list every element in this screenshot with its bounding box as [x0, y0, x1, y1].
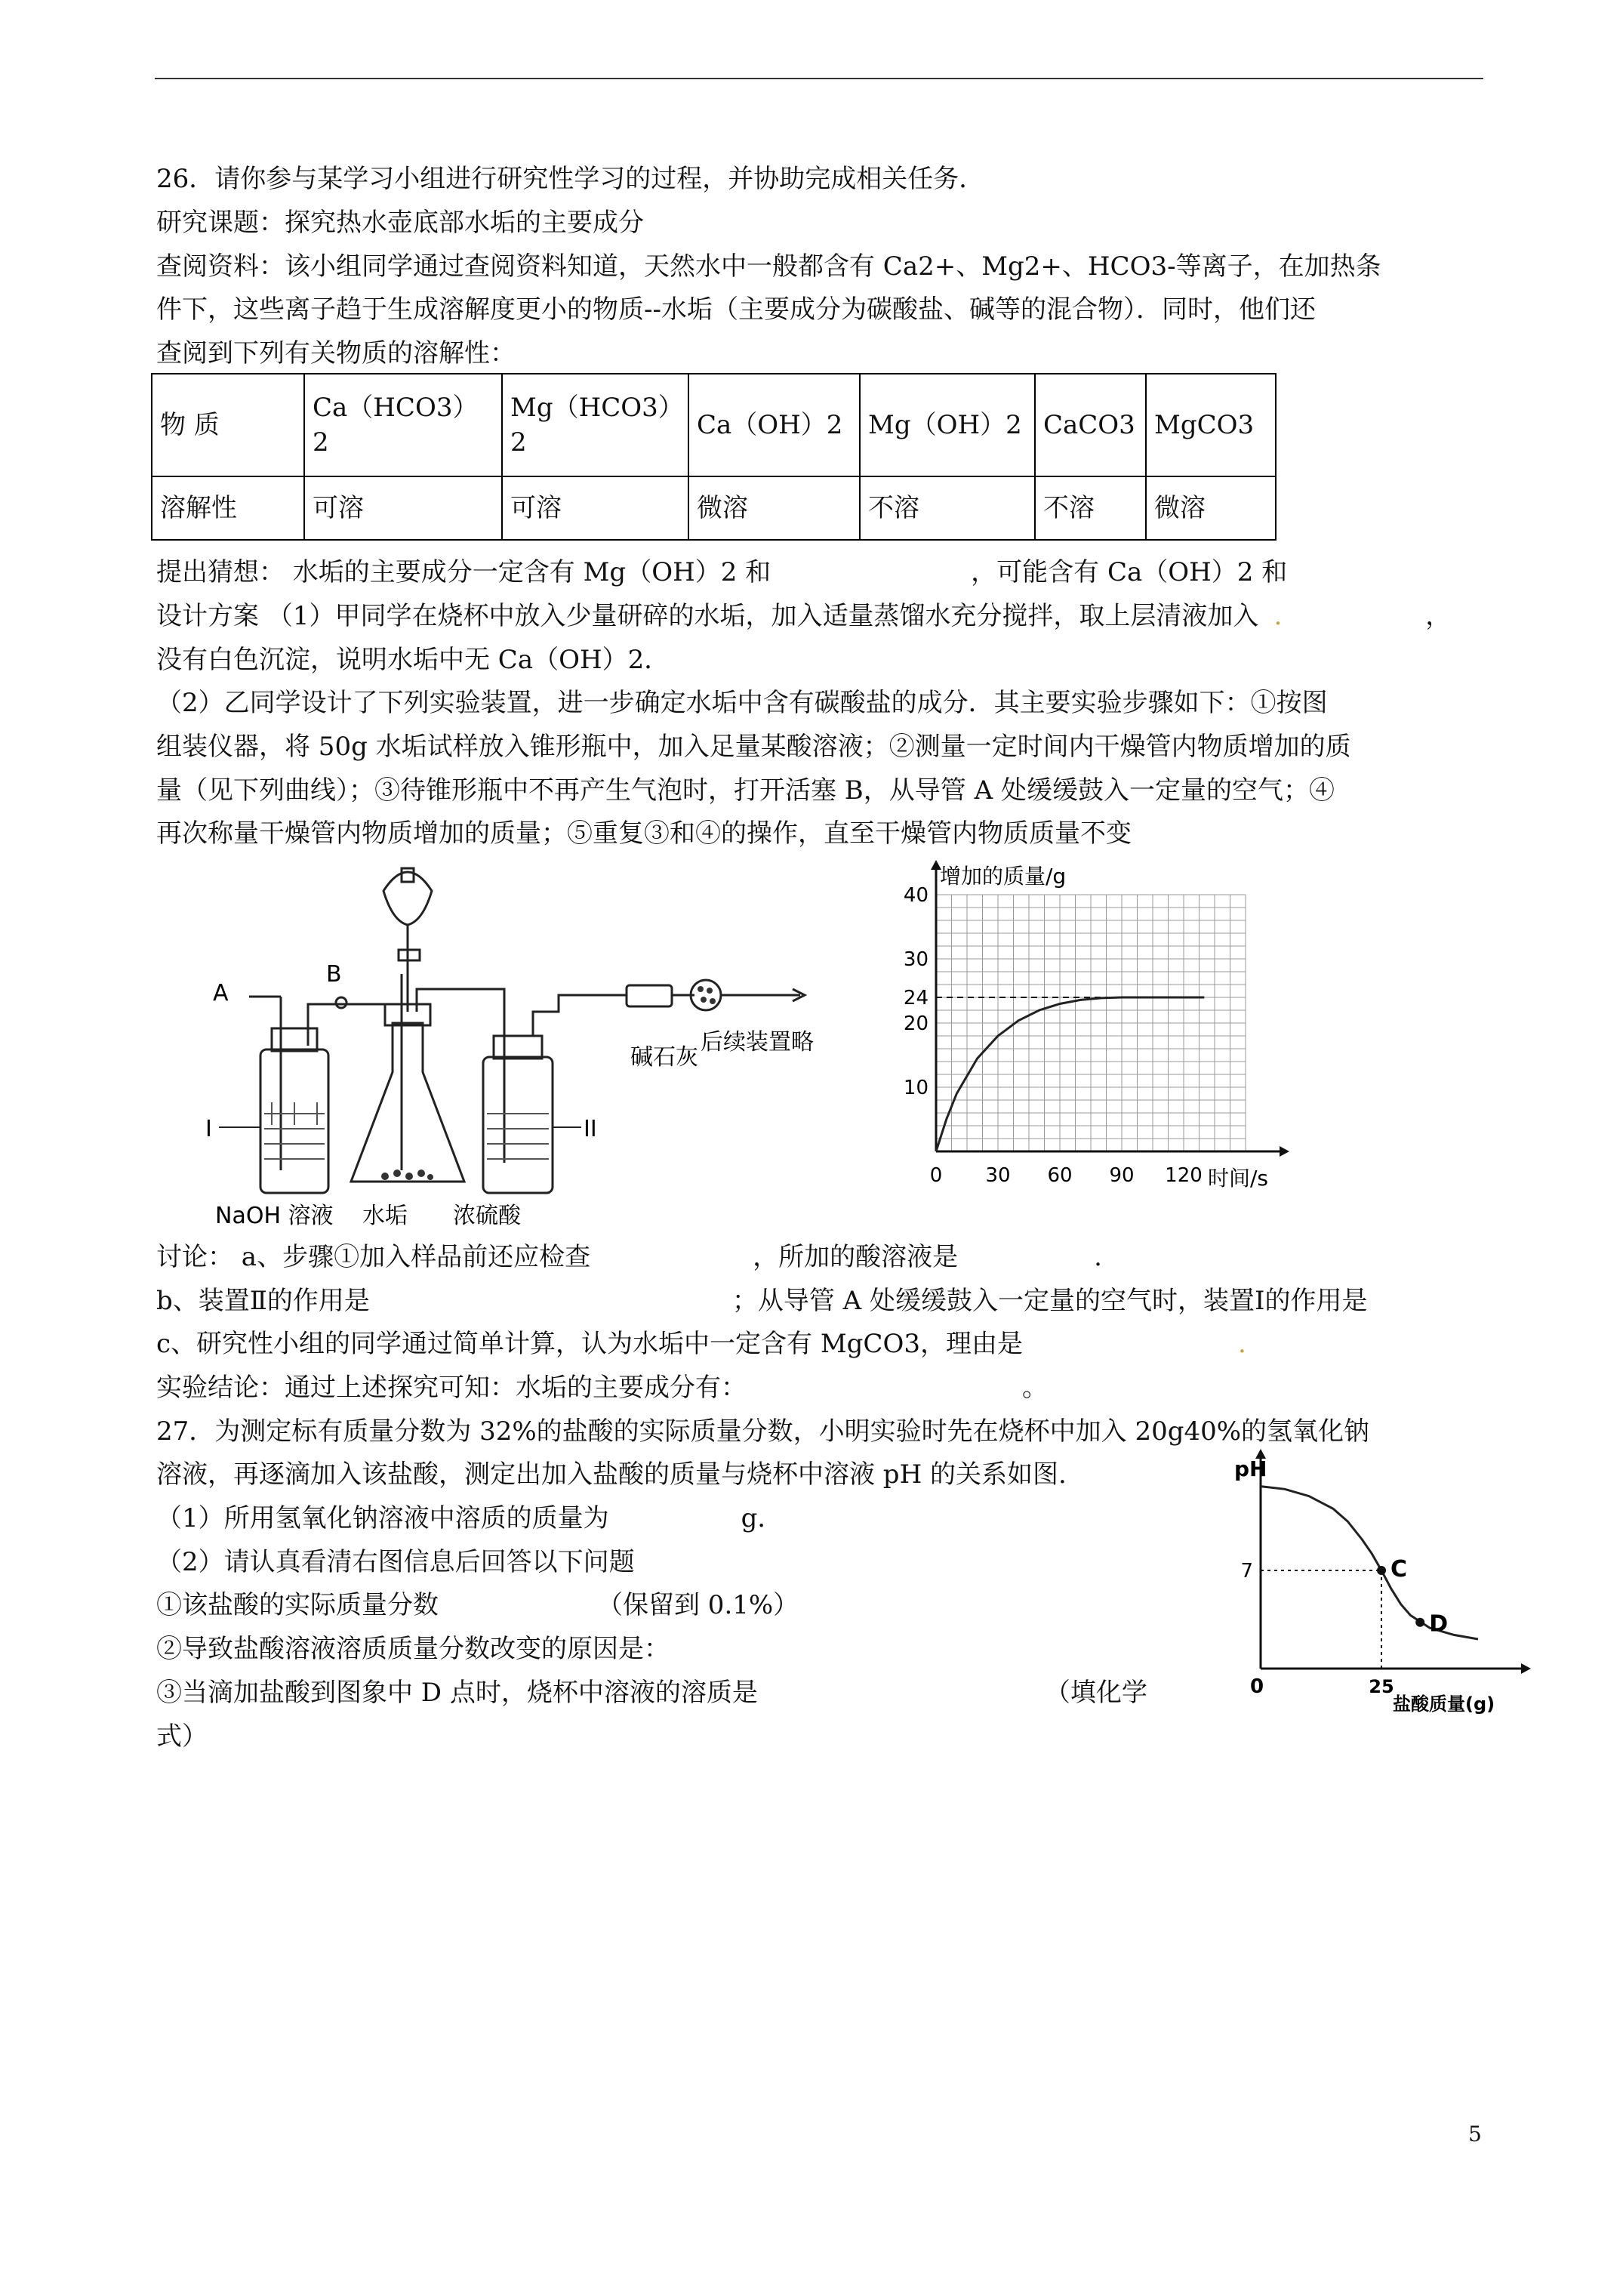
- q26-design-2: 没有白色沉淀，说明水垢中无 Ca（OH）2．: [156, 645, 670, 675]
- q26-guess: [156, 550, 1485, 595]
- q26-steps-line3: 量（见下列曲线）；③待锥形瓶中不再产生气泡时，打开活塞 B，从导管 A 处缓缓鼓入一定量的空气；④: [156, 775, 1335, 806]
- label-follow-up: 后续装置略: [701, 1029, 814, 1056]
- q26-steps-line1: （2）乙同学设计了下列实验装置，进一步确定水垢中含有碳酸盐的成分．其主要实验步骤如下：①按图: [156, 688, 1328, 718]
- discussion-a-dot: .: [1094, 1242, 1102, 1272]
- y-tick-label: 20: [903, 1012, 929, 1035]
- y-tick-label: 10: [903, 1077, 929, 1099]
- table-cell: Ca（HCO3）2: [304, 374, 502, 476]
- table-cell: Mg（HCO3）2: [502, 374, 688, 476]
- chart2-xlabel: 盐酸质量(g): [1393, 1693, 1495, 1715]
- bottle-ii: [483, 1057, 553, 1193]
- q26-steps-line2: 组装仪器，将 50g 水垢试样放入锥形瓶中，加入足量某酸溶液；②测量一定时间内干燥管内物质增加的质: [156, 732, 1351, 762]
- separatory-funnel: [383, 872, 432, 925]
- q27-line1: 27．为测定标有质量分数为 32%的盐酸的实际质量分数，小明实验时先在烧杯中加入 20g40%的氢氧化钠: [156, 1416, 1370, 1447]
- point-label-d: D: [1429, 1610, 1449, 1638]
- discussion-b-text: b、装置Ⅱ的作用是: [156, 1286, 370, 1316]
- q26-steps-line4: 再次称量干燥管内物质增加的质量；⑤重复③和④的操作，直至干燥管内物质质量不变: [156, 818, 1132, 849]
- y-tick-label: 7: [1240, 1560, 1253, 1583]
- drying-tube-inlet: [627, 985, 672, 1006]
- valve-b: [336, 997, 346, 1008]
- guess-text-b: ，可能含有 Ca（OH）2 和: [971, 557, 1288, 587]
- table-cell: 不溶: [860, 476, 1035, 540]
- discussion-b: [156, 1278, 1485, 1324]
- q27-sub1-unit: g．: [741, 1503, 784, 1533]
- table-row: [152, 476, 1276, 540]
- x-tick-label: 60: [1047, 1164, 1073, 1187]
- drying-tube-bulb: [691, 980, 721, 1010]
- x-tick-label: 120: [1165, 1164, 1203, 1187]
- discussion-a-text: 讨论： a、步骤①加入样品前还应检查: [156, 1242, 591, 1272]
- label-a: A: [213, 980, 229, 1006]
- q27-sub2: （2）请认真看清右图信息后回答以下问题: [156, 1547, 635, 1577]
- ph-curve-chart: [1230, 1442, 1532, 1729]
- chart1-ylabel: 增加的质量/g: [940, 864, 1067, 889]
- q26-design: [156, 593, 1485, 639]
- table-cell: 物 质: [152, 374, 304, 476]
- conical-flask: [351, 1023, 464, 1182]
- discussion-b-text-2: ；从导管 A 处缓缓鼓入一定量的空气时，装置Ⅰ的作用是: [731, 1286, 1368, 1316]
- q27-sub1-text: （1）所用氢氧化钠溶液中溶质的质量为: [156, 1503, 609, 1533]
- x-tick-label: 0: [929, 1164, 943, 1187]
- table-cell: 可溶: [502, 476, 688, 540]
- q27-sub2-3-end: 式）: [156, 1721, 208, 1752]
- design-comma: ，: [1425, 601, 1452, 631]
- q26-topic: 研究课题：探究热水壶底部水垢的主要成分: [156, 208, 644, 238]
- table-cell: MgCO3: [1146, 374, 1276, 476]
- table-cell: Ca（OH）2: [688, 374, 860, 476]
- point-label-c: C: [1390, 1556, 1408, 1583]
- apparatus-diagram: [204, 861, 838, 1284]
- q26-reference-line3: 查阅到下列有关物质的溶解性：: [156, 338, 516, 368]
- discussion-c-text: c、研究性小组的同学通过简单计算，认为水垢中一定含有 MgCO3，理由是: [156, 1329, 1023, 1359]
- table-cell: Mg（OH）2: [860, 374, 1035, 476]
- design-dot: .: [1273, 601, 1283, 631]
- table-cell: 不溶: [1035, 476, 1146, 540]
- q27-sub2-1-text: ①该盐酸的实际质量分数: [156, 1590, 439, 1620]
- discussion-c-dot: .: [1237, 1329, 1246, 1359]
- y-tick-label: 30: [903, 948, 929, 971]
- label-ii: II: [584, 1116, 597, 1142]
- label-naoh: NaOH 溶液: [215, 1203, 334, 1229]
- chart1-xlabel: 时间/s: [1208, 1166, 1269, 1191]
- point-d: [1415, 1618, 1424, 1627]
- mass-increase-chart: [876, 857, 1298, 1197]
- label-scale: 水垢: [362, 1203, 408, 1229]
- q26-intro: 26．请你参与某学习小组进行研究性学习的过程，并协助完成相关任务．: [156, 164, 985, 194]
- q27-sub2-3-note: （填化学: [1044, 1678, 1147, 1708]
- q27-sub2-1-note: （保留到 0.1%）: [597, 1590, 799, 1620]
- x-tick-label: 0: [1249, 1675, 1264, 1698]
- design-text: 设计方案 （1）甲同学在烧杯中放入少量研碎的水垢，加入适量蒸馏水充分搅拌，取上层清液加入: [156, 601, 1259, 631]
- table-cell: 溶解性: [152, 476, 304, 540]
- q26-reference-line2: 件下，这些离子趋于生成溶解度更小的物质--水垢（主要成分为碳酸盐、碱等的混合物）．同时，他们还: [156, 294, 1316, 325]
- table-cell: CaCO3: [1035, 374, 1146, 476]
- solubility-table: [151, 373, 1277, 541]
- discussion-a: [156, 1234, 1485, 1280]
- q26-reference-line1: 查阅资料：该小组同学通过查阅资料知道，天然水中一般都含有 Ca2+、Mg2+、HCO3-等离子，在加热条: [156, 251, 1381, 282]
- page-number: 5: [1468, 2122, 1482, 2147]
- x-tick-label: 90: [1109, 1164, 1135, 1187]
- table-cell: 可溶: [304, 476, 502, 540]
- guess-text-a: 提出猜想： 水垢的主要成分一定含有 Mg（OH）2 和: [156, 557, 771, 587]
- conclusion-end: 。: [1022, 1373, 1048, 1403]
- q27-sub2-3-text: ③当滴加盐酸到图象中 D 点时，烧杯中溶液的溶质是: [156, 1678, 758, 1708]
- q27-line2: 溶液，再逐滴加入该盐酸，测定出加入盐酸的质量与烧杯中溶液 pH 的关系如图.: [156, 1459, 1067, 1490]
- table-header-row: [152, 374, 1276, 476]
- point-c: [1377, 1566, 1386, 1575]
- x-tick-label: 30: [985, 1164, 1011, 1187]
- bottle-i-stopper: [272, 1028, 317, 1051]
- discussion-a-text-2: ，所加的酸溶液是: [753, 1242, 959, 1272]
- x-axis-arrow: [1280, 1146, 1289, 1157]
- label-conc-acid: 浓硫酸: [453, 1203, 521, 1229]
- conclusion-text: 实验结论：通过上述探究可知：水垢的主要成分有：: [156, 1373, 747, 1403]
- table-cell: 微溶: [1146, 476, 1276, 540]
- table-cell: 微溶: [688, 476, 860, 540]
- discussion-c: [156, 1321, 1485, 1367]
- label-b: B: [326, 961, 342, 988]
- y-tick-label: 24: [903, 987, 929, 1009]
- chart2-ylabel: pH: [1234, 1456, 1267, 1481]
- conclusion: [156, 1365, 1485, 1410]
- q27-sub2-2: ②导致盐酸溶液溶质质量分数改变的原因是：: [156, 1634, 670, 1664]
- header-rule: [155, 78, 1483, 79]
- label-i: I: [205, 1116, 212, 1142]
- label-soda-lime: 碱石灰: [630, 1044, 698, 1071]
- x-tick-label: 25: [1369, 1676, 1394, 1697]
- y-tick-label: 40: [903, 884, 929, 907]
- x-axis-arrow: [1521, 1663, 1531, 1674]
